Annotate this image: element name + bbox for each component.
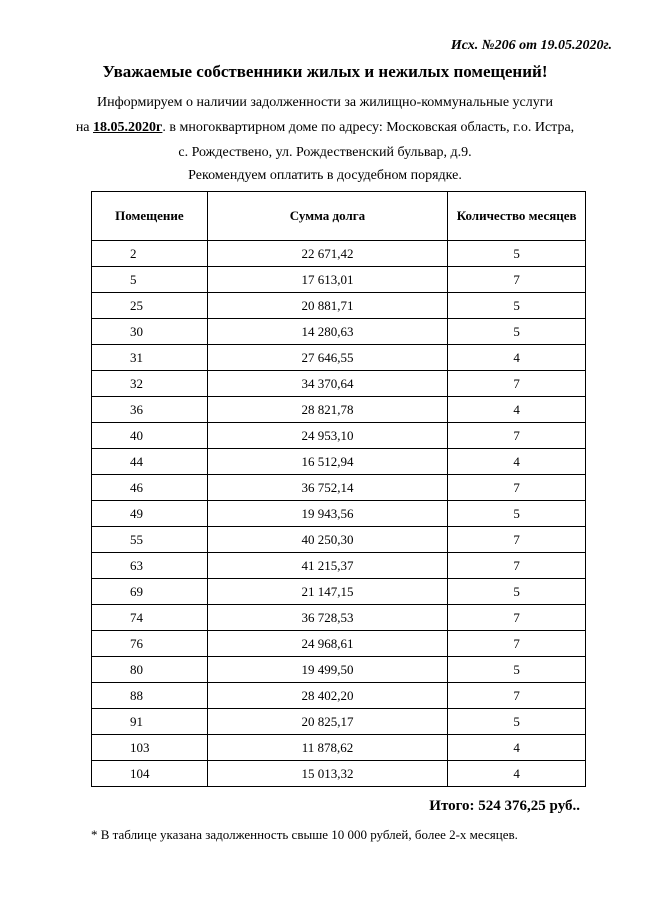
cell-months: 7 xyxy=(448,605,586,631)
cell-months: 7 xyxy=(448,475,586,501)
cell-debt: 14 280,63 xyxy=(207,319,448,345)
cell-months: 7 xyxy=(448,683,586,709)
table-row xyxy=(92,631,586,657)
table-row xyxy=(92,527,586,553)
cell-room: 31 xyxy=(92,345,208,371)
table-row xyxy=(92,657,586,683)
intro-line-2 xyxy=(0,120,650,136)
cell-months: 5 xyxy=(448,579,586,605)
cell-room: 80 xyxy=(92,657,208,683)
cell-months: 4 xyxy=(448,761,586,787)
cell-room: 30 xyxy=(92,319,208,345)
cell-debt: 27 646,55 xyxy=(207,345,448,371)
table-row xyxy=(92,241,586,267)
cell-room: 76 xyxy=(92,631,208,657)
cell-debt: 11 878,62 xyxy=(207,735,448,761)
cell-room: 103 xyxy=(92,735,208,761)
cell-room: 49 xyxy=(92,501,208,527)
cell-debt: 17 613,01 xyxy=(207,267,448,293)
table-row xyxy=(92,397,586,423)
cell-months: 7 xyxy=(448,527,586,553)
debt-table xyxy=(91,191,586,787)
column-header-debt: Сумма долга xyxy=(207,192,448,241)
cell-months: 7 xyxy=(448,371,586,397)
column-header-room: Помещение xyxy=(92,192,208,241)
cell-room: 2 xyxy=(92,241,208,267)
table-row xyxy=(92,605,586,631)
cell-months: 7 xyxy=(448,631,586,657)
cell-room: 5 xyxy=(92,267,208,293)
cell-room: 36 xyxy=(92,397,208,423)
cell-months: 5 xyxy=(448,293,586,319)
cell-months: 5 xyxy=(448,501,586,527)
cell-room: 46 xyxy=(92,475,208,501)
cell-debt: 20 825,17 xyxy=(207,709,448,735)
cell-room: 91 xyxy=(92,709,208,735)
cell-months: 5 xyxy=(448,241,586,267)
column-header-months: Количество месяцев xyxy=(448,192,586,241)
cell-room: 69 xyxy=(92,579,208,605)
table-row xyxy=(92,735,586,761)
table-row xyxy=(92,709,586,735)
document-reference: Исх. №206 от 19.05.2020г. xyxy=(450,38,612,53)
table-row xyxy=(92,683,586,709)
cell-debt: 20 881,71 xyxy=(207,293,448,319)
cell-debt: 28 402,20 xyxy=(207,683,448,709)
table-row xyxy=(92,423,586,449)
cell-room: 63 xyxy=(92,553,208,579)
table-row xyxy=(92,371,586,397)
cell-months: 7 xyxy=(448,267,586,293)
address-line: с. Рождествено, ул. Рождественский бульвар, д.9. xyxy=(178,145,472,160)
table-row xyxy=(92,501,586,527)
table-row xyxy=(92,267,586,293)
footnote: * В таблице указана задолженность свыше 10 000 рублей, более 2-х месяцев. xyxy=(91,827,518,842)
cell-debt: 19 499,50 xyxy=(207,657,448,683)
cell-room: 74 xyxy=(92,605,208,631)
cell-months: 5 xyxy=(448,657,586,683)
total-amount: Итого: 524 376,25 руб.. xyxy=(429,798,580,814)
cell-debt: 36 728,53 xyxy=(207,605,448,631)
cell-room: 25 xyxy=(92,293,208,319)
cell-room: 40 xyxy=(92,423,208,449)
table-header-row xyxy=(92,192,586,241)
cell-months: 7 xyxy=(448,553,586,579)
document-title: Уважаемые собственники жилых и нежилых помещений! xyxy=(102,62,548,81)
cell-debt: 24 968,61 xyxy=(207,631,448,657)
cell-months: 4 xyxy=(448,449,586,475)
cell-debt: 21 147,15 xyxy=(207,579,448,605)
cell-debt: 36 752,14 xyxy=(207,475,448,501)
table-row xyxy=(92,475,586,501)
cell-debt: 28 821,78 xyxy=(207,397,448,423)
cell-months: 5 xyxy=(448,709,586,735)
cell-debt: 16 512,94 xyxy=(207,449,448,475)
recommendation-line: Рекомендуем оплатить в досудебном порядке. xyxy=(188,168,462,183)
table-row xyxy=(92,345,586,371)
cell-months: 4 xyxy=(448,397,586,423)
intro-line-2-prefix: на xyxy=(75,120,94,135)
cell-debt: 15 013,32 xyxy=(207,761,448,787)
debt-date: 18.05.2020г xyxy=(93,120,163,135)
cell-room: 32 xyxy=(92,371,208,397)
table-row xyxy=(92,293,586,319)
table-row xyxy=(92,449,586,475)
cell-room: 44 xyxy=(92,449,208,475)
cell-months: 7 xyxy=(448,423,586,449)
table-row xyxy=(92,579,586,605)
intro-line-1: Информируем о наличии задолженности за жилищно-коммунальные услуги xyxy=(97,95,553,110)
cell-room: 55 xyxy=(92,527,208,553)
table-row xyxy=(92,319,586,345)
cell-room: 88 xyxy=(92,683,208,709)
table-row xyxy=(92,553,586,579)
cell-debt: 41 215,37 xyxy=(207,553,448,579)
cell-debt: 40 250,30 xyxy=(207,527,448,553)
table-row xyxy=(92,761,586,787)
cell-debt: 22 671,42 xyxy=(207,241,448,267)
cell-debt: 24 953,10 xyxy=(207,423,448,449)
cell-months: 4 xyxy=(448,345,586,371)
intro-line-2-suffix: . в многоквартирном доме по адресу: Московская область, г.о. Истра, xyxy=(162,120,575,135)
cell-debt: 34 370,64 xyxy=(207,371,448,397)
cell-debt: 19 943,56 xyxy=(207,501,448,527)
cell-months: 5 xyxy=(448,319,586,345)
cell-room: 104 xyxy=(92,761,208,787)
cell-months: 4 xyxy=(448,735,586,761)
